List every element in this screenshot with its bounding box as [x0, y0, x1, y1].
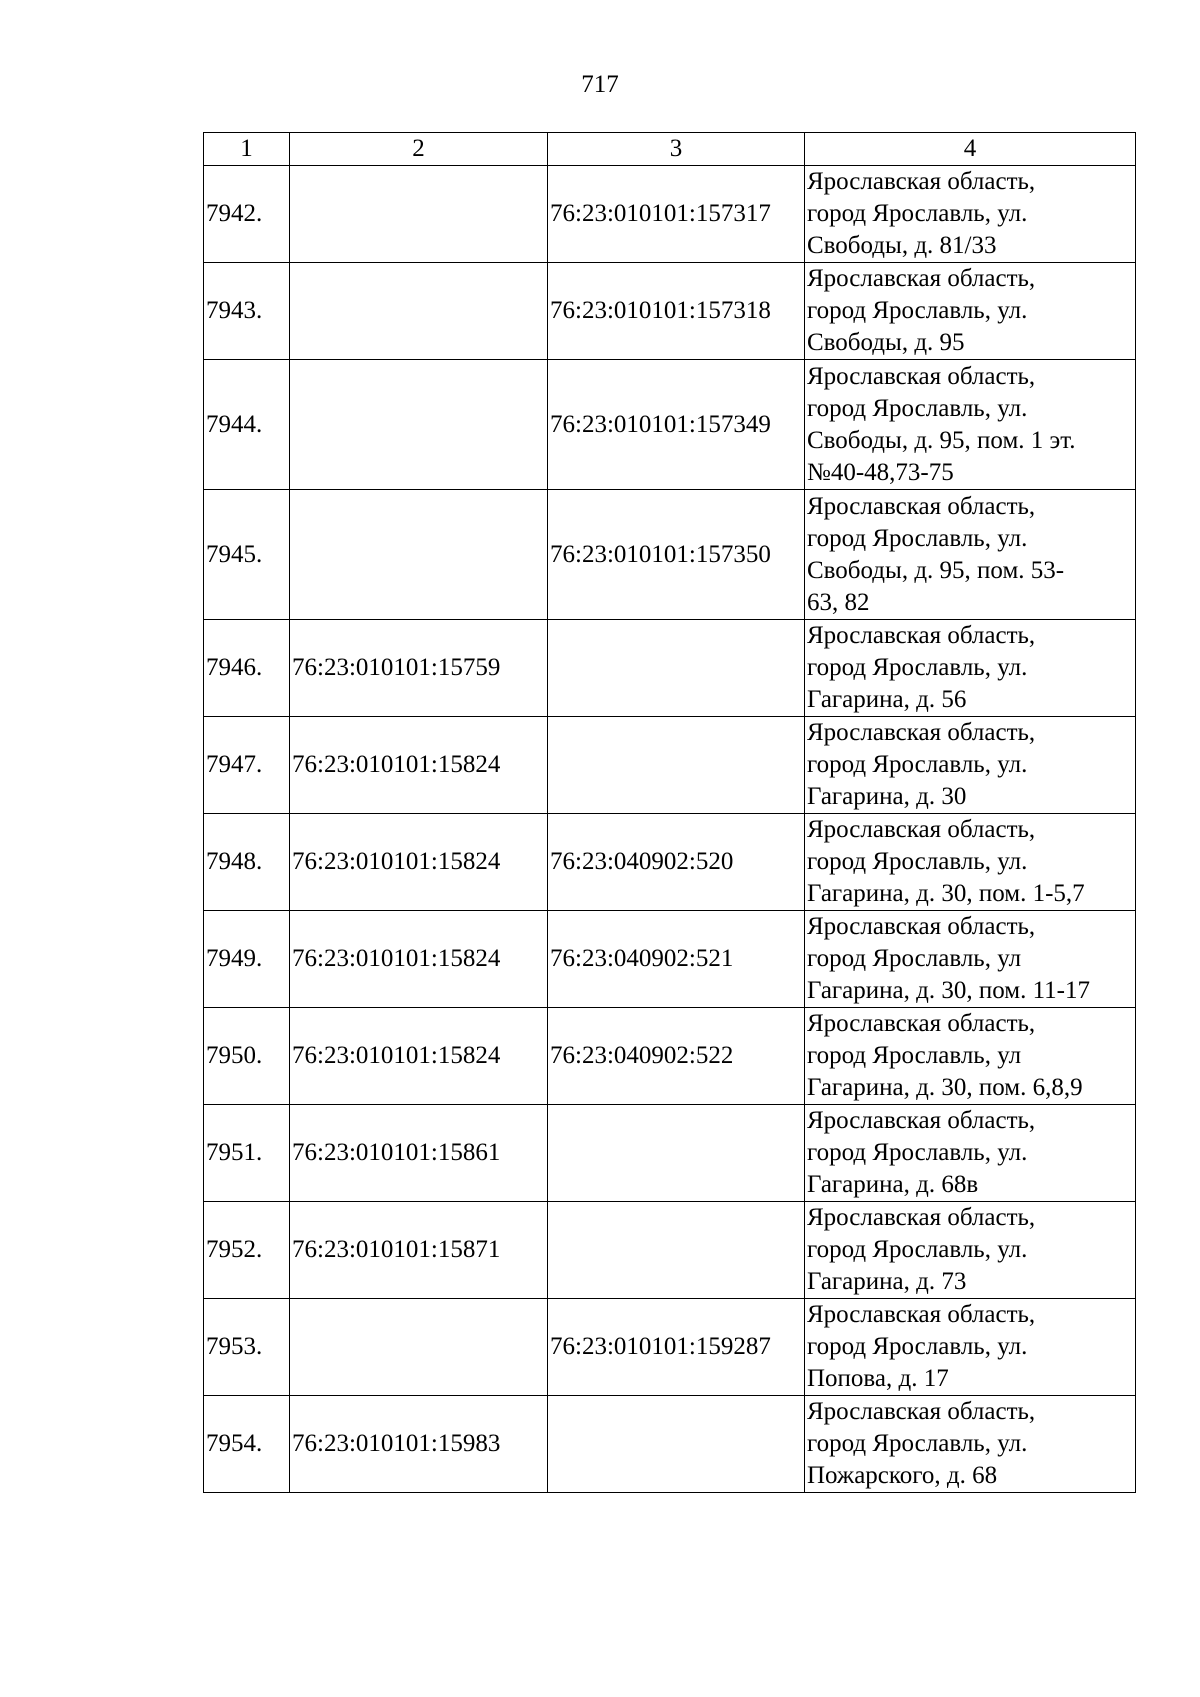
- table-row: [204, 1008, 1136, 1105]
- address-line: Ярославская область,: [807, 1301, 1036, 1328]
- table-row: [204, 490, 1136, 620]
- row-number-cell: 7946.: [204, 620, 290, 717]
- address-line: Гагарина, д. 30, пом. 11-17: [807, 977, 1090, 1004]
- address-line: Пожарского, д. 68: [807, 1462, 998, 1489]
- address-line: Попова, д. 17: [807, 1365, 949, 1392]
- address-cell: [805, 1396, 1136, 1493]
- object-cadastral-cell: 76:23:010101:159287: [548, 1299, 805, 1396]
- address-cell: [805, 360, 1136, 490]
- table-row: [204, 717, 1136, 814]
- address-line: Ярославская область,: [807, 1010, 1036, 1037]
- address-line: Ярославская область,: [807, 1107, 1036, 1134]
- row-number-cell: 7943.: [204, 263, 290, 360]
- address-line: Ярославская область,: [807, 816, 1036, 843]
- address-line: Гагарина, д. 73: [807, 1268, 967, 1295]
- row-number-cell: 7949.: [204, 911, 290, 1008]
- address-line: город Ярославль, ул.: [807, 1333, 1028, 1360]
- header-cell-2: 2: [290, 133, 548, 166]
- row-number-cell: 7950.: [204, 1008, 290, 1105]
- table-row: [204, 620, 1136, 717]
- address-line: город Ярославль, ул: [807, 1042, 1022, 1069]
- row-number-cell: 7945.: [204, 490, 290, 620]
- row-number-cell: 7951.: [204, 1105, 290, 1202]
- address-line: Свободы, д. 95: [807, 329, 965, 356]
- address-line: город Ярославль, ул.: [807, 848, 1028, 875]
- address-line: город Ярославль, ул.: [807, 200, 1028, 227]
- address-line: Свободы, д. 95, пом. 53-: [807, 556, 1065, 584]
- land-cadastral-cell: 76:23:010101:15824: [290, 717, 548, 814]
- object-cadastral-cell: 76:23:010101:157349: [548, 360, 805, 490]
- object-cadastral-cell: [548, 717, 805, 814]
- address-line: 63, 82: [807, 588, 870, 616]
- table-row: [204, 814, 1136, 911]
- address-line: №40-48,73-75: [807, 458, 954, 486]
- land-cadastral-cell: [290, 360, 548, 490]
- address-line: город Ярославль, ул.: [807, 394, 1028, 422]
- land-cadastral-cell: 76:23:010101:15759: [290, 620, 548, 717]
- address-line: Ярославская область,: [807, 719, 1036, 746]
- land-cadastral-cell: [290, 166, 548, 263]
- object-cadastral-cell: 76:23:040902:522: [548, 1008, 805, 1105]
- object-cadastral-cell: 76:23:040902:521: [548, 911, 805, 1008]
- table-row: [204, 1299, 1136, 1396]
- address-cell: [805, 1105, 1136, 1202]
- table-row: [204, 360, 1136, 490]
- address-line: Гагарина, д. 30, пом. 6,8,9: [807, 1074, 1083, 1101]
- address-cell: [805, 911, 1136, 1008]
- address-cell: [805, 620, 1136, 717]
- address-cell: [805, 814, 1136, 911]
- table-body: [204, 133, 1136, 1493]
- address-line: Гагарина, д. 68в: [807, 1171, 979, 1198]
- object-cadastral-cell: 76:23:040902:520: [548, 814, 805, 911]
- address-line: город Ярославль, ул.: [807, 1430, 1028, 1457]
- address-cell: [805, 717, 1136, 814]
- address-cell: [805, 1008, 1136, 1105]
- address-line: Свободы, д. 95, пом. 1 эт.: [807, 426, 1076, 454]
- address-line: город Ярославль, ул.: [807, 524, 1028, 552]
- object-cadastral-cell: [548, 1396, 805, 1493]
- land-cadastral-cell: [290, 1299, 548, 1396]
- land-cadastral-cell: 76:23:010101:15824: [290, 1008, 548, 1105]
- row-number-cell: 7948.: [204, 814, 290, 911]
- table-row: [204, 263, 1136, 360]
- land-cadastral-cell: 76:23:010101:15824: [290, 911, 548, 1008]
- address-line: город Ярославль, ул: [807, 945, 1022, 972]
- address-line: город Ярославль, ул.: [807, 297, 1028, 324]
- land-cadastral-cell: 76:23:010101:15824: [290, 814, 548, 911]
- address-cell: [805, 1299, 1136, 1396]
- address-cell: [805, 1202, 1136, 1299]
- table-row: [204, 911, 1136, 1008]
- table-row: [204, 166, 1136, 263]
- address-line: Ярославская область,: [807, 168, 1036, 195]
- land-cadastral-cell: 76:23:010101:15861: [290, 1105, 548, 1202]
- address-line: Свободы, д. 81/33: [807, 232, 997, 259]
- header-cell-3: 3: [548, 133, 805, 166]
- object-cadastral-cell: [548, 1105, 805, 1202]
- page-number: 717: [581, 71, 619, 98]
- address-line: Ярославская область,: [807, 1204, 1036, 1231]
- address-line: Гагарина, д. 30, пом. 1-5,7: [807, 880, 1085, 907]
- object-cadastral-cell: [548, 1202, 805, 1299]
- address-line: Ярославская область,: [807, 622, 1036, 649]
- row-number-cell: 7947.: [204, 717, 290, 814]
- address-line: Ярославская область,: [807, 913, 1036, 940]
- address-line: город Ярославль, ул.: [807, 654, 1028, 681]
- address-line: город Ярославль, ул.: [807, 1139, 1028, 1166]
- row-number-cell: 7944.: [204, 360, 290, 490]
- address-line: Ярославская область,: [807, 492, 1036, 520]
- address-cell: [805, 166, 1136, 263]
- header-cell-4: 4: [805, 133, 1136, 166]
- row-number-cell: 7953.: [204, 1299, 290, 1396]
- object-cadastral-cell: 76:23:010101:157317: [548, 166, 805, 263]
- address-line: Гагарина, д. 30: [807, 783, 967, 810]
- address-line: город Ярославль, ул.: [807, 751, 1028, 778]
- row-number-cell: 7942.: [204, 166, 290, 263]
- table-row: [204, 1105, 1136, 1202]
- address-cell: [805, 490, 1136, 620]
- address-cell: [805, 263, 1136, 360]
- table-header-row: [204, 133, 1136, 166]
- row-number-cell: 7952.: [204, 1202, 290, 1299]
- address-line: город Ярославль, ул.: [807, 1236, 1028, 1263]
- registry-table: [203, 132, 1136, 1493]
- address-line: Гагарина, д. 56: [807, 686, 967, 713]
- object-cadastral-cell: 76:23:010101:157350: [548, 490, 805, 620]
- land-cadastral-cell: 76:23:010101:15983: [290, 1396, 548, 1493]
- land-cadastral-cell: [290, 263, 548, 360]
- object-cadastral-cell: [548, 620, 805, 717]
- land-cadastral-cell: 76:23:010101:15871: [290, 1202, 548, 1299]
- table-row: [204, 1202, 1136, 1299]
- header-cell-1: 1: [204, 133, 290, 166]
- land-cadastral-cell: [290, 490, 548, 620]
- object-cadastral-cell: 76:23:010101:157318: [548, 263, 805, 360]
- address-line: Ярославская область,: [807, 265, 1036, 292]
- address-line: Ярославская область,: [807, 362, 1036, 390]
- address-line: Ярославская область,: [807, 1398, 1036, 1425]
- row-number-cell: 7954.: [204, 1396, 290, 1493]
- table-row: [204, 1396, 1136, 1493]
